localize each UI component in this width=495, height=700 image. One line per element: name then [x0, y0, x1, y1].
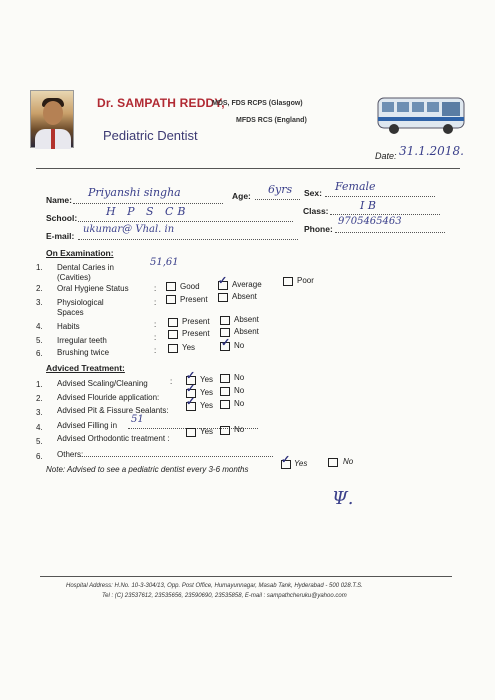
oral-average-label: Average: [232, 280, 262, 289]
date-label: Date:: [375, 151, 397, 161]
sex-line: [325, 196, 435, 197]
adv-1-label: Advised Scaling/Cleaning: [57, 379, 148, 388]
scaling-no-label: No: [234, 373, 245, 382]
spaces-absent-checkbox[interactable]: [218, 293, 228, 302]
doctor-qualifications-2: MFDS RCS (England): [236, 117, 307, 124]
sealants-no-label: No: [234, 399, 245, 408]
exam-3-num: 3.: [36, 298, 43, 307]
age-line: [255, 199, 300, 200]
spaces-present-label: Present: [180, 295, 208, 304]
exam-1-label: Dental Caries in (Cavities): [57, 263, 114, 282]
email-value: ukumar@ Vhal. in: [83, 224, 175, 235]
adv-4-value: 51: [131, 414, 144, 425]
fluoride-yes-label: Yes: [200, 388, 214, 397]
scaling-no-checkbox[interactable]: [220, 374, 230, 383]
exam-2-label: Oral Hygiene Status: [57, 284, 129, 293]
check-mark-icon: ✓: [218, 275, 228, 287]
age-label: Age:: [232, 191, 251, 201]
ortho-no-checkbox[interactable]: [220, 426, 230, 435]
name-value: Priyanshi singha: [88, 186, 181, 199]
header-divider: [36, 168, 460, 169]
name-line: [73, 203, 223, 204]
exam-3-label: Physiological Spaces: [57, 298, 104, 317]
school-line: [78, 221, 293, 222]
adv-3-label: Advised Pit & Fissure Sealants:: [57, 406, 169, 415]
email-line: [78, 239, 298, 240]
exam-5-num: 5.: [36, 336, 43, 345]
adv-4-num: 4.: [36, 423, 43, 432]
adv-6-label: Others:: [57, 450, 84, 459]
check-mark-icon: ✓: [221, 337, 231, 349]
age-value: 6yrs: [268, 183, 293, 196]
email-label: E-mail:: [46, 231, 75, 241]
exam-4-num: 4.: [36, 322, 43, 331]
exam-4-label: Habits: [57, 322, 80, 331]
oral-good-checkbox[interactable]: [166, 282, 176, 291]
habits-present-label: Present: [182, 317, 210, 326]
brushing-yes-label: Yes: [182, 343, 196, 352]
sex-value: Female: [335, 180, 376, 193]
adv-3-num: 3.: [36, 408, 43, 417]
adv-5-label: Advised Orthodontic treatment :: [57, 434, 170, 443]
sealants-no-checkbox[interactable]: [220, 400, 230, 409]
adv-2-num: 2.: [36, 394, 43, 403]
fluoride-no-checkbox[interactable]: [220, 387, 230, 396]
scaling-yes-label: Yes: [200, 375, 214, 384]
note-yes-label: Yes: [294, 459, 308, 468]
brushing-no-label: No: [234, 341, 245, 350]
date-value: 31.1.2018.: [399, 144, 464, 158]
doctor-qualifications-1: MDS, FDS RCPS (Glasgow): [212, 100, 303, 107]
adv-1-num: 1.: [36, 380, 43, 389]
hospital-address: Hospital Address: H.No. 10-3-304/13, Opp. Post Office, Humayunnagar, Masab Tank, Hyderabad - 500 028.T.S.: [66, 583, 363, 589]
phone-label: Phone:: [304, 224, 333, 234]
doctor-title: Pediatric Dentist: [103, 128, 198, 143]
phone-value: 9705465463: [338, 216, 402, 227]
adv-6-num: 6.: [36, 452, 43, 461]
contact-info: Tel : (C) 23537612, 23535656, 23590690, 23535858, E-mail : sampathcheruku@yahoo.com: [102, 593, 347, 599]
exam-5-label: Irregular teeth: [57, 336, 107, 345]
oral-good-label: Good: [180, 282, 200, 291]
ortho-yes-checkbox[interactable]: [186, 428, 196, 437]
doctor-name: Dr. SAMPATH REDDY,: [97, 96, 225, 110]
note-no-checkbox[interactable]: [328, 458, 338, 467]
irregular-present-checkbox[interactable]: [168, 330, 178, 339]
adv-5-num: 5.: [36, 437, 43, 446]
exam-1-num: 1.: [36, 263, 43, 272]
examination-heading: On Examination:: [46, 248, 114, 258]
class-line: [330, 214, 440, 215]
exam-6-label: Brushing twice: [57, 348, 110, 357]
advised-heading: Adviced Treatment:: [46, 363, 125, 373]
class-label: Class:: [303, 206, 329, 216]
check-mark-icon: ✓: [186, 370, 196, 382]
school-label: School:: [46, 213, 78, 223]
check-mark-icon: ✓: [186, 396, 196, 408]
oral-poor-checkbox[interactable]: [283, 277, 293, 286]
habits-absent-checkbox[interactable]: [220, 316, 230, 325]
exam-1-value: 51,61: [150, 257, 179, 268]
ortho-yes-label: Yes: [200, 427, 214, 436]
ortho-no-label: No: [234, 425, 245, 434]
doctor-photo: [30, 90, 74, 148]
irregular-present-label: Present: [182, 329, 210, 338]
footer-divider: [40, 576, 452, 577]
note-text: Note: Advised to see a pediatric dentist every 3-6 months: [46, 465, 249, 474]
fluoride-no-label: No: [234, 386, 245, 395]
sealants-yes-label: Yes: [200, 401, 214, 410]
oral-poor-label: Poor: [297, 276, 314, 285]
phone-line: [335, 232, 445, 233]
signature: Ψ.: [332, 488, 354, 509]
others-line: [78, 456, 273, 457]
note-no-label: No: [343, 457, 354, 466]
habits-present-checkbox[interactable]: [168, 318, 178, 327]
adv-4-label: Advised Filling in: [57, 421, 118, 430]
check-mark-icon: ✓: [281, 454, 291, 466]
class-value: I B: [360, 199, 376, 212]
sex-label: Sex:: [304, 188, 322, 198]
spaces-present-checkbox[interactable]: [166, 295, 176, 304]
habits-absent-label: Absent: [234, 315, 259, 324]
school-value: H P S CB: [106, 205, 190, 218]
spaces-absent-label: Absent: [232, 292, 257, 301]
exam-6-num: 6.: [36, 349, 43, 358]
adv-2-label: Advised Flouride application:: [57, 393, 160, 402]
exam-2-num: 2.: [36, 284, 43, 293]
irregular-absent-label: Absent: [234, 327, 259, 336]
brushing-yes-checkbox[interactable]: [168, 344, 178, 353]
check-mark-icon: ✓: [186, 383, 196, 395]
name-label: Name:: [46, 195, 72, 205]
bus-logo: [374, 90, 469, 138]
